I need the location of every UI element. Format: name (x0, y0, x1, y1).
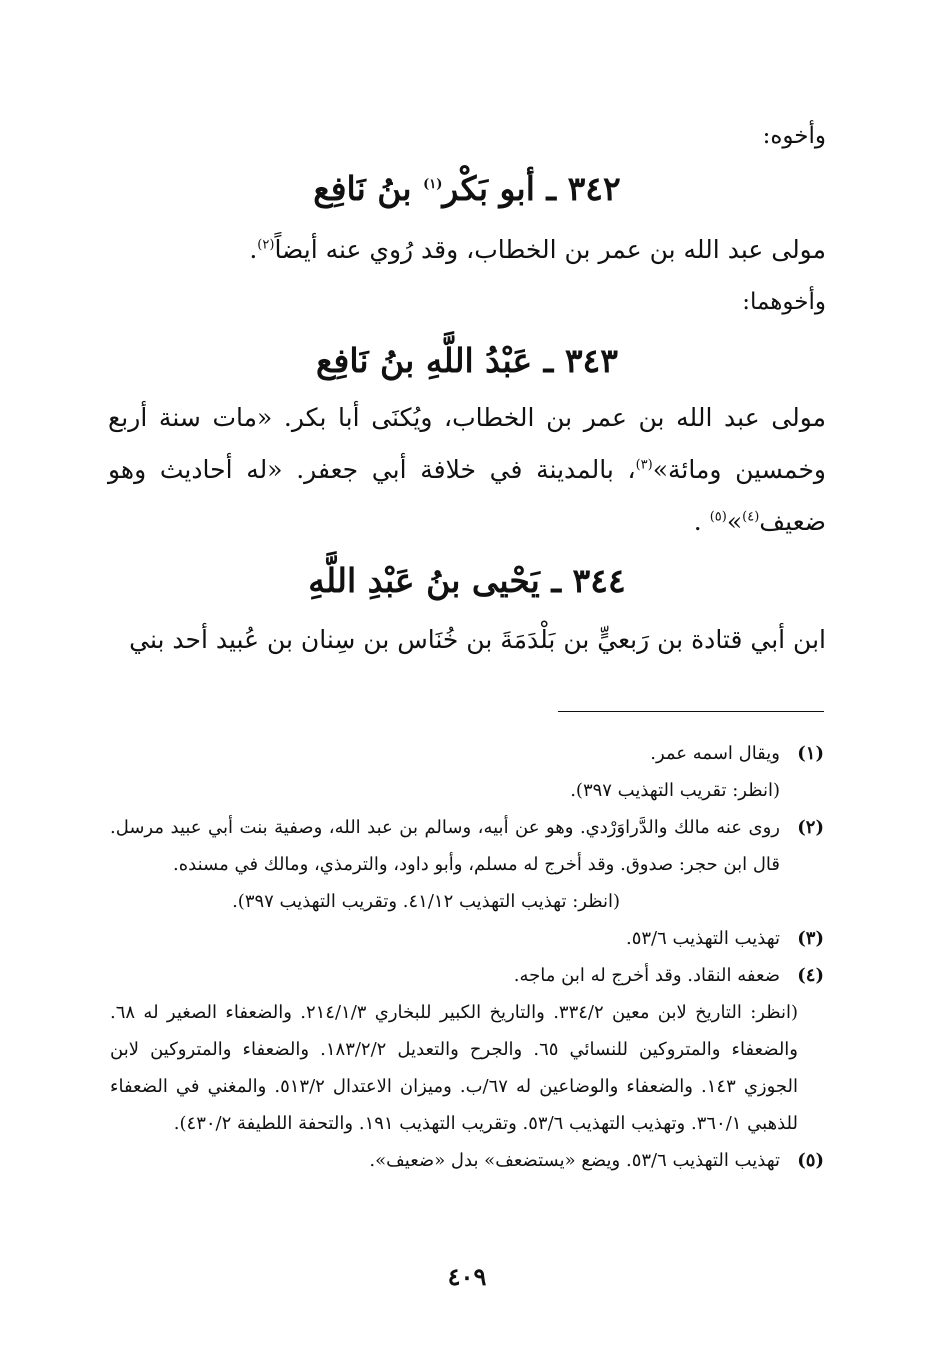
footnote-item (110, 957, 824, 994)
footnote-marker[interactable]: (٥) (709, 509, 727, 525)
footnote-separator (558, 711, 824, 712)
heading-dash: ـ (543, 341, 554, 380)
footnote-item (110, 735, 824, 772)
page-number: ٤٠٩ (447, 1262, 487, 1291)
footnote-number: (٥) (797, 1150, 824, 1171)
footnote-text: تهذيب التهذيب ٥٣/٦. (625, 928, 780, 949)
footnote-number: (٢) (797, 817, 824, 838)
entry-name-rest: بنُ نَافِع (313, 169, 412, 208)
intro-line: وأخوه: (762, 123, 826, 149)
entry-text-content: ابن أبي قتادة بن رَبعيٍّ بن بَلْدَمَةَ بن خُنَاس بن سِنان بن عُبيد أحد بني (129, 625, 826, 654)
entry-text (108, 392, 826, 548)
footnote-marker[interactable]: (٢) (257, 237, 275, 253)
footnote-number: (٣) (797, 928, 824, 949)
entry-number: ٣٤٤ (572, 561, 626, 600)
entry-heading (108, 556, 826, 606)
entry-number: ٣٤٣ (564, 341, 619, 380)
heading-dash: ـ (551, 561, 562, 600)
intro-line: وأخوهما: (742, 289, 826, 315)
footnote-item (110, 920, 824, 957)
entry-name: يَحْيى بنُ عَبْدِ اللَّهِ (308, 561, 540, 600)
footnote-marker[interactable]: (١) (423, 177, 443, 192)
entry-heading (108, 164, 826, 214)
footnote-reference: (انظر: تهذيب التهذيب ٤١/١٢. وتقريب التهذيب ٣٩٧). (232, 891, 620, 912)
footnote-item (110, 1142, 824, 1179)
footnote-marker[interactable]: (٣) (635, 457, 653, 473)
entry-heading (108, 336, 826, 386)
footnote-text: ضعفه النقاد. وقد أخرج له ابن ماجه. (513, 965, 780, 986)
footnote-reference: (انظر: التاريخ لابن معين ٣٣٤/٢. والتاريخ الكبير للبخاري ٢١٤/١/٣. والضعفاء الصغير له ٦٨. والضعفاء والمتروكين للنسائي ٦٥. والجرح والتعديل ١٨٣/٢/٢. والضعفاء والمتروكين لابن الجوزي ١٤٣. والضعفاء والوضاعين له ٦٧/ب. وميزان الاعتدال ٥١٣/٢. والمغني في الضعفاء للذهبي ٣٦٠/١. وتهذيب التهذيب ٥٣/٦. وتقريب التهذيب ١٩١. والتحفة اللطيفة ٤٣٠/٢). (110, 1002, 799, 1134)
footnote-reference: (انظر: تقريب التهذيب ٣٩٧). (570, 780, 780, 801)
footnote-item (110, 809, 824, 883)
footnote-text: تهذيب التهذيب ٥٣/٦. ويضع «يستضعف» بدل «ضعيف». (369, 1150, 780, 1171)
entry-name: أبو بَكْر (442, 169, 535, 208)
footnote-marker[interactable]: (٤) (742, 509, 760, 525)
footnote-number: (٤) (797, 965, 824, 986)
heading-dash: ـ (546, 169, 557, 208)
entry-text-content: مولى عبد الله بن عمر بن الخطاب، ويُكنَى أبا بكر. «مات سنة أربع وخمسين ومائة» (108, 403, 826, 484)
entry-text-content: مولى عبد الله بن عمر بن الخطاب، وقد رُوي عنه أيضاً (274, 235, 826, 264)
entry-text (108, 224, 826, 276)
entry-name: عَبْدُ اللَّهِ بنُ نَافِع (315, 341, 533, 380)
entry-text (108, 614, 826, 666)
footnote-number: (١) (797, 743, 824, 764)
quote-close: » (726, 507, 743, 536)
footnote-text: ويقال اسمه عمر. (650, 743, 780, 764)
footnotes (110, 735, 824, 1179)
footnote-text: روى عنه مالك والدَّراوَرْدي. وهو عن أبيه، وسالم بن عبد الله، وصفية بنت أبي عبيد مرسل. قال ابن حجر: صدوق. وقد أخرج له مسلم، وأبو داود، والترمذي، ومالك في مسنده. (110, 817, 780, 875)
text-end: . (693, 507, 702, 536)
entry-text-content: ، بالمدينة في خلافة أبي جعفر. «له أحاديث وهو ضعيف (108, 455, 826, 536)
text-end: . (249, 235, 258, 264)
entry-number: ٣٤٢ (567, 169, 621, 208)
